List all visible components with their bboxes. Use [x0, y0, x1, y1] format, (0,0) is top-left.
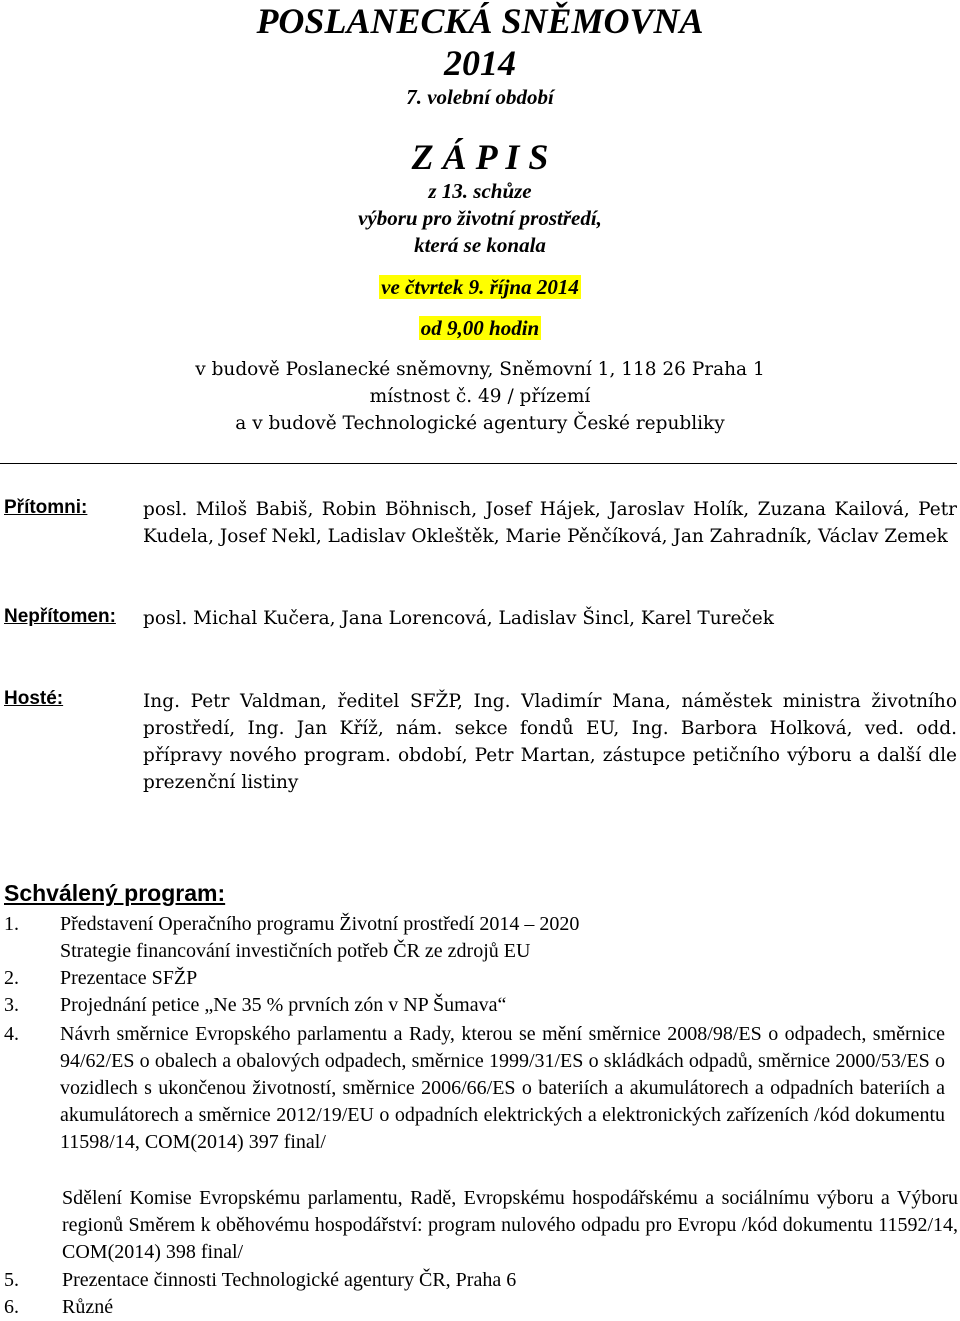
- program-item-4-subitem: Sdělení Komise Evropskému parlamentu, Radě, Evropskému hospodářskému a sociálnímu výboru a Výboru regionů Směrem k oběhovému hospodářství: program nulového odpadu pro Evropu /kód dokumentu 11592/14, COM(2014) 398 final/: [62, 1187, 958, 1263]
- program-item-4: Návrh směrnice Evropského parlamentu a Rady, kterou se mění směrnice 2008/98/ES o odpadech, směrnice 94/62/ES o obalech a obalových odpadech, směrnice 1999/31/ES o skládkách odpadů, směrnice 2000/53/ES o vozidlech s ukončenou životností, směrnice 2006/66/ES o bateriích a akumulátorech a odpadních bateriích a akumulátorech a směrnice 2012/19/EU o odpadních elektrických a elektronických zařízeních /kód dokumentu 11598/14, COM(2014) 397 final/: [60, 1023, 945, 1153]
- program-item-2: Prezentace SFŽP: [60, 967, 198, 989]
- year: 2014: [444, 43, 516, 83]
- program-item-5-number: 5.: [4, 1269, 19, 1291]
- program-item-1-number: 1.: [4, 913, 19, 935]
- present-list: posl. Miloš Babiš, Robin Böhnisch, Josef Hájek, Jaroslav Holík, Zuzana Kailová, Petr Kudela, Josef Nekl, Ladislav Okleštěk, Marie Pěnčíková, Jan Zahradník, Václav Zemek: [143, 499, 957, 547]
- program-item-2-number: 2.: [4, 967, 19, 989]
- absent-label: Nepřítomen:: [4, 606, 116, 627]
- place-line-3: a v budově Technologické agentury České republiky: [235, 413, 725, 434]
- divider-line: [0, 463, 957, 464]
- term: 7. volební období: [406, 85, 554, 109]
- meeting-number: z 13. schůze: [428, 179, 532, 203]
- meeting-date-highlight: ve čtvrtek 9. října 2014: [381, 275, 579, 299]
- program-item-6-number: 6.: [4, 1296, 19, 1318]
- program-item-3-number: 3.: [4, 994, 19, 1016]
- held-text: která se konala: [414, 233, 546, 257]
- guests-list: Ing. Petr Valdman, ředitel SFŽP, Ing. Vladimír Mana, náměstek ministra životního prostředí, Ing. Jan Kříž, nám. sekce fondů EU, Ing. Barbora Holková, ved. odd. přípravy nového program. období, Petr Martan, zástupce petičního výboru a další dle prezenční listiny: [143, 691, 957, 793]
- program-item-3: Projednání petice „Ne 35 % prvních zón v NP Šumava“: [60, 994, 507, 1016]
- meeting-date: [0, 273, 960, 301]
- program-item-1-subtitle: Strategie financování investičních potřeb ČR ze zdrojů EU: [60, 940, 531, 962]
- doc-title: Z Á P I S: [411, 137, 549, 177]
- program-title: Schválený program:: [4, 880, 226, 906]
- place-line-1: v budově Poslanecké sněmovny, Sněmovní 1, 118 26 Praha 1: [195, 359, 765, 380]
- guests-label: Hosté:: [4, 688, 64, 709]
- program-item-1: Představení Operačního programu Životní prostředí 2014 – 2020: [60, 913, 580, 935]
- committee-name: výboru pro životní prostředí,: [358, 206, 602, 230]
- meeting-time: [0, 314, 960, 342]
- absent-list: posl. Michal Kučera, Jana Lorencová, Ladislav Šincl, Karel Tureček: [143, 608, 774, 629]
- program-item-5: Prezentace činnosti Technologické agentury ČR, Praha 6: [62, 1269, 517, 1291]
- present-label: Přítomni:: [4, 497, 88, 518]
- place-line-2: místnost č. 49 / přízemí: [369, 386, 591, 407]
- program-item-6: Různé: [62, 1296, 114, 1318]
- meeting-time-highlight: od 9,00 hodin: [420, 316, 540, 340]
- institution-title: POSLANECKÁ SNĚMOVNA: [256, 1, 704, 41]
- program-item-4-number: 4.: [4, 1023, 19, 1045]
